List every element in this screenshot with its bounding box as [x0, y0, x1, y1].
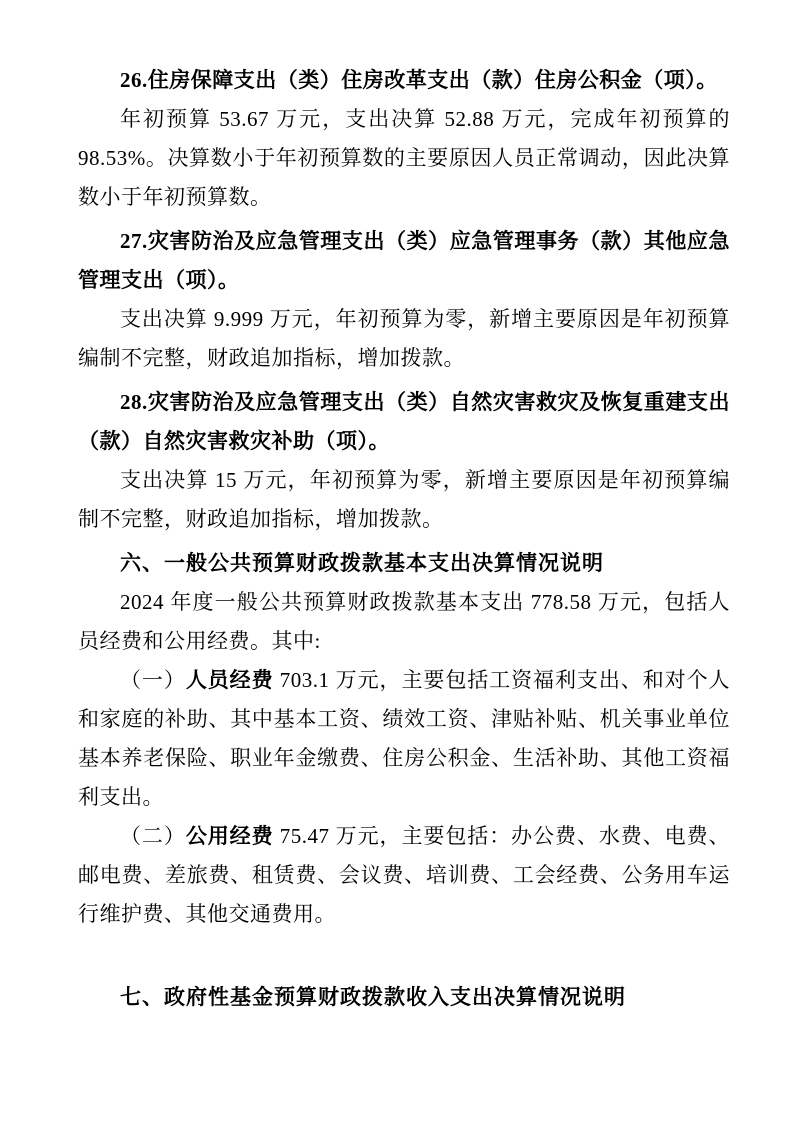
- item-27-heading-run-0: 27.灾害防治及应急管理支出（类）应急管理事务（款）其他应急管理支出（项）。: [78, 229, 730, 292]
- section-6-heading: [78, 544, 730, 583]
- item-26-heading-run-0: 26.住房保障支出（类）住房改革支出（款）住房公积金（项）。: [120, 68, 718, 92]
- section-6-intro: [78, 583, 730, 661]
- section-6-intro-run-0: 2024 年度一般公共预算财政拨款基本支出 778.58 万元，包括人员经费和公用经费。其中:: [78, 590, 730, 653]
- section-6-item-2: [78, 817, 730, 934]
- item-27-body-run-0: 支出决算 9.999 万元，年初预算为零，新增主要原因是年初预算编制不完整，财政追加指标，增加拨款。: [78, 307, 730, 370]
- section-6-item-1: [78, 661, 730, 817]
- item-28-body: [78, 461, 730, 539]
- section-6-item-1-run-0: （一）: [120, 668, 186, 692]
- document-body: [78, 61, 730, 1017]
- item-28-body-run-0: 支出决算 15 万元，年初预算为零，新增主要原因是年初预算编制不完整，财政追加指标，增加拨款。: [78, 468, 730, 531]
- section-7-heading-run-0: 七、政府性基金预算财政拨款收入支出决算情况说明: [120, 986, 626, 1009]
- section-7-heading: [78, 978, 730, 1017]
- section-6-item-2-run-1: 公用经费: [185, 824, 274, 848]
- item-28-heading: [78, 383, 730, 461]
- item-28-heading-run-0: 28.灾害防治及应急管理支出（类）自然灾害救灾及恢复重建支出（款）自然灾害救灾补助（项）。: [78, 390, 730, 453]
- item-26-heading: [78, 61, 730, 100]
- section-6-item-2-run-0: （二）: [120, 824, 186, 848]
- item-26-body: [78, 100, 730, 217]
- item-27-body: [78, 300, 730, 378]
- item-26-body-run-0: 年初预算 53.67 万元，支出决算 52.88 万元，完成年初预算的 98.53%。决算数小于年初预算数的主要原因人员正常调动，因此决算数小于年初预算数。: [78, 107, 730, 209]
- section-6-item-1-run-2: 703.1 万元，主要包括工资福利支出、和对个人和家庭的补助、其中基本工资、绩效工资、津贴补贴、机关事业单位基本养老保险、职业年金缴费、住房公积金、生活补助、其他工资福利支出。: [78, 668, 731, 809]
- section-6-item-2-run-2: 75.47 万元，主要包括：办公费、水费、电费、邮电费、差旅费、租赁费、会议费、培训费、工会经费、公务用车运行维护费、其他交通费用。: [78, 824, 731, 926]
- section-6-item-1-run-1: 人员经费: [185, 668, 274, 692]
- section-6-heading-run-0: 六、一般公共预算财政拨款基本支出决算情况说明: [120, 552, 604, 575]
- item-27-heading: [78, 222, 730, 300]
